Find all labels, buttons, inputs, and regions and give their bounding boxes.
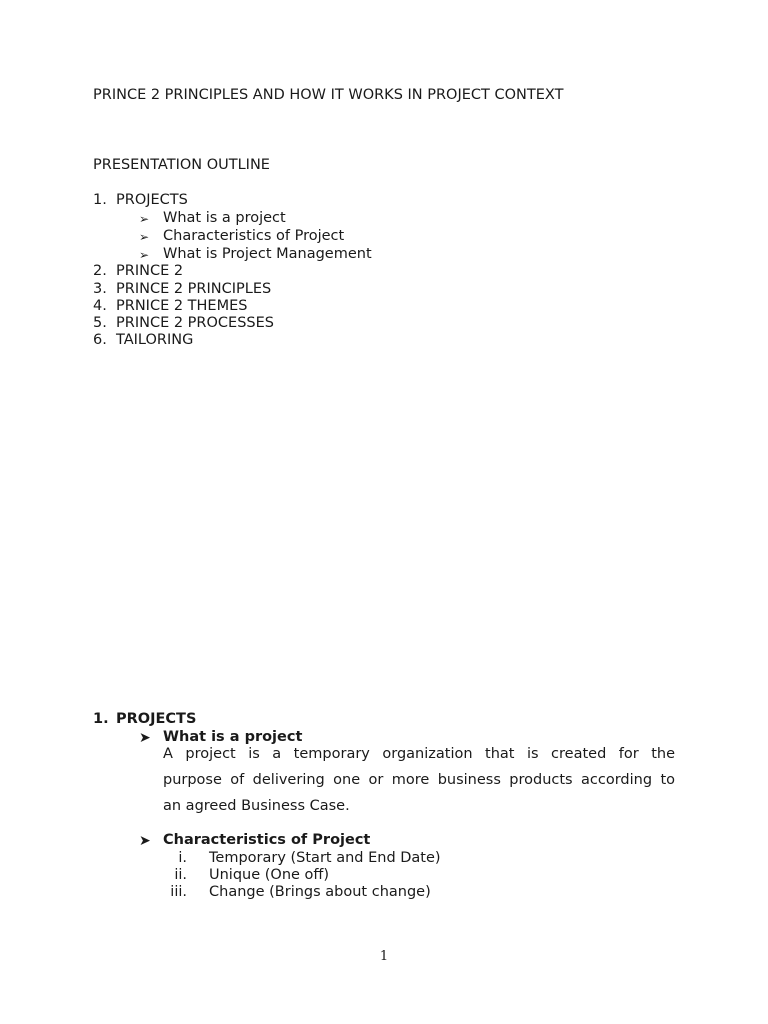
outline-item-number: 1. — [93, 192, 107, 208]
outline-subitem-project-management: What is Project Management — [163, 246, 372, 262]
characteristic-item: Unique (One off) — [209, 867, 330, 883]
outline-item-number: 6. — [93, 332, 107, 348]
outline-item-number: 2. — [93, 263, 107, 279]
subheading-what-is-project: What is a project — [163, 729, 303, 745]
arrowhead-bullet-icon: ➢ — [139, 248, 150, 262]
project-definition-paragraph — [163, 741, 675, 819]
section-heading: PROJECTS — [116, 711, 197, 727]
outline-item-prince2: PRINCE 2 — [116, 263, 184, 279]
arrowhead-bullet-icon: ➢ — [139, 230, 150, 244]
arrowhead-bullet-icon: ➢ — [139, 212, 150, 226]
outline-item-number: 4. — [93, 298, 107, 314]
roman-numeral: ii. — [174, 867, 187, 883]
roman-numeral: i. — [178, 850, 187, 866]
characteristic-item: Change (Brings about change) — [209, 884, 431, 900]
outline-item-number: 5. — [93, 315, 107, 331]
subheading-characteristics: Characteristics of Project — [163, 832, 371, 848]
section-number: 1. — [93, 711, 109, 727]
outline-item-tailoring: TAILORING — [116, 332, 194, 348]
outline-item-themes: PRNICE 2 THEMES — [116, 298, 248, 314]
roman-numeral: iii. — [170, 884, 187, 900]
characteristic-item: Temporary (Start and End Date) — [209, 850, 441, 866]
paragraph-line: A project is a temporary organization that is created for the — [163, 746, 675, 762]
outline-item-principles: PRINCE 2 PRINCIPLES — [116, 281, 272, 297]
outline-item-projects: PROJECTS — [116, 192, 188, 208]
outline-item-number: 3. — [93, 281, 107, 297]
paragraph-line: an agreed Business Case. — [163, 798, 350, 814]
outline-heading: PRESENTATION OUTLINE — [93, 157, 270, 173]
document-title: PRINCE 2 PRINCIPLES AND HOW IT WORKS IN PROJECT CONTEXT — [93, 87, 564, 103]
page-number: 1 — [379, 949, 389, 964]
arrowhead-bullet-icon: ➤ — [139, 730, 151, 746]
outline-subitem-what-is-project: What is a project — [163, 210, 286, 226]
outline-item-processes: PRINCE 2 PROCESSES — [116, 315, 274, 331]
arrowhead-bullet-icon: ➤ — [139, 833, 151, 849]
outline-subitem-characteristics: Characteristics of Project — [163, 228, 345, 244]
paragraph-line: purpose of delivering one or more business products according to — [163, 772, 675, 788]
